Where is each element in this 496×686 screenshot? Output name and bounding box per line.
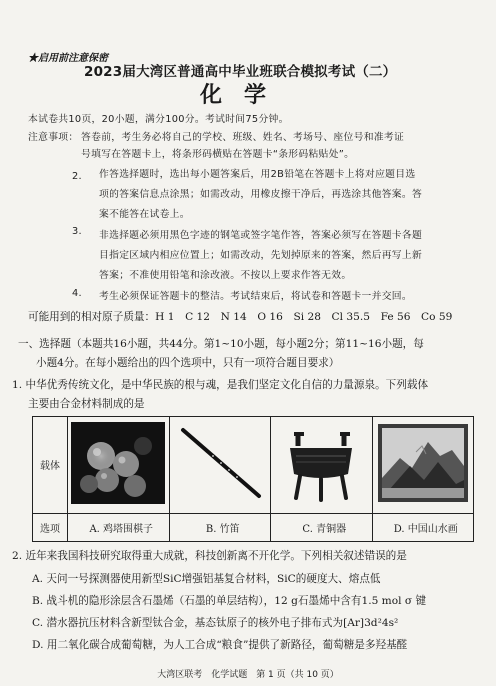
q1-stem: 1. 中华优秀传统文化，是中华民族的根与魂，是我们坚定文化自信的力量源泉。下列载体 [12,379,429,391]
bronze-vessel-image [274,422,368,504]
bamboo-flute-image [173,422,267,504]
go-stones-image [71,422,165,504]
notice-item-3-cont: 目指定区域内相应位置上；如需改动，先划掉原来的答案，然后再写上新 [99,250,423,261]
section-heading: 一、选择题（本题共16小题，共44分。第1~10小题，每小题2分；第11~16小题，每 [18,338,424,350]
notice-item-2: 作答选择题时，选出每小题答案后，用2B铅笔在答题卡上将对应题目选 [99,169,416,180]
carrier-label: 载体 [33,417,68,514]
notice-item-4: 考生必须保证答题卡的整洁。考试结束后，将试卷和答题卡一并交回。 [99,291,413,302]
notice-item-3: 非选择题必须用黑色字迹的钢笔或签字笔作答，答案必须写在答题卡各题 [99,230,423,241]
secret-mark: ★启用前注意保密 [28,53,108,64]
section-heading-cont: 小题4分。在每小题给出的四个选项中，只有一项符合题目要求） [36,357,340,369]
notice-item-2-number: 2. [72,171,82,182]
notice-intro: 本试卷共10页，20小题，满分100分。考试时间75分钟。 [28,114,289,125]
notice-item-3-cont2: 答案；不准使用铅笔和涂改液。不按以上要求作答无效。 [99,270,352,281]
go-stones-image-cell [68,417,170,514]
notice-item-4-number: 4. [72,288,82,299]
notice-item-3-number: 3. [72,226,82,237]
flute-image-cell [169,417,271,514]
notice-item-text: 答卷前，考生务必将自己的学校、班级、姓名、考场号、座位号和准考证 [81,132,405,143]
landscape-painting-image [376,422,470,504]
option-c: C. 青铜器 [271,513,373,541]
notice-item-1 [81,129,404,143]
q2-option-c: C. 潜水器抗压材料含新型钛合金，基态钛原子的核外电子排布式为[Ar]3d²4s² [32,617,399,629]
option-b: B. 竹笛 [169,513,271,541]
notice-item-1-cont: 号填写在答题卡上，将条形码横贴在答题卡“条形码粘贴处”。 [81,149,355,160]
option-label: 选项 [33,513,68,541]
q1-stem-cont: 主要由合金材料制成的是 [28,398,145,410]
page-footer: 大湾区联考 化学试题 第 1 页（共 10 页） [157,670,339,680]
option-d: D. 中国山水画 [372,513,474,541]
q2-option-d: D. 用二氧化碳合成葡萄糖，为人工合成“粮食”提供了新路径，葡萄糖是多羟基醛 [32,639,408,651]
q2-option-a: A. 天问一号探测器使用新型SiC增强铝基复合材料，SiC的硬度大、熔点低 [32,573,381,585]
notice-item-2-cont: 项的答案信息点涂黑；如需改动，用橡皮擦干净后，再选涂其他答案。答 [99,189,423,200]
bronze-image-cell [271,417,373,514]
notice-item-2-cont2: 案不能答在试卷上。 [99,209,190,220]
atomic-masses: 可能用到的相对原子质量：H 1 C 12 N 14 O 16 Si 28 Cl 35.5 Fe 56 Co 59 [28,311,453,323]
exam-title: 2023届大湾区普通高中毕业班联合模拟考试（二） [84,64,397,80]
subject-title: 化学 [200,83,289,108]
landscape-image-cell [372,417,474,514]
q1-material-table [32,416,474,542]
notice-label: 注意事项： [28,132,79,143]
q2-stem: 2. 近年来我国科技研究取得重大成就，科技创新离不开化学。下列相关叙述错误的是 [12,550,407,562]
q2-option-b: B. 战斗机的隐形涂层含石墨烯（石墨的单层结构），12 g石墨烯中含有1.5 mol σ 键 [32,595,427,607]
option-a: A. 鸡塔围棋子 [68,513,170,541]
